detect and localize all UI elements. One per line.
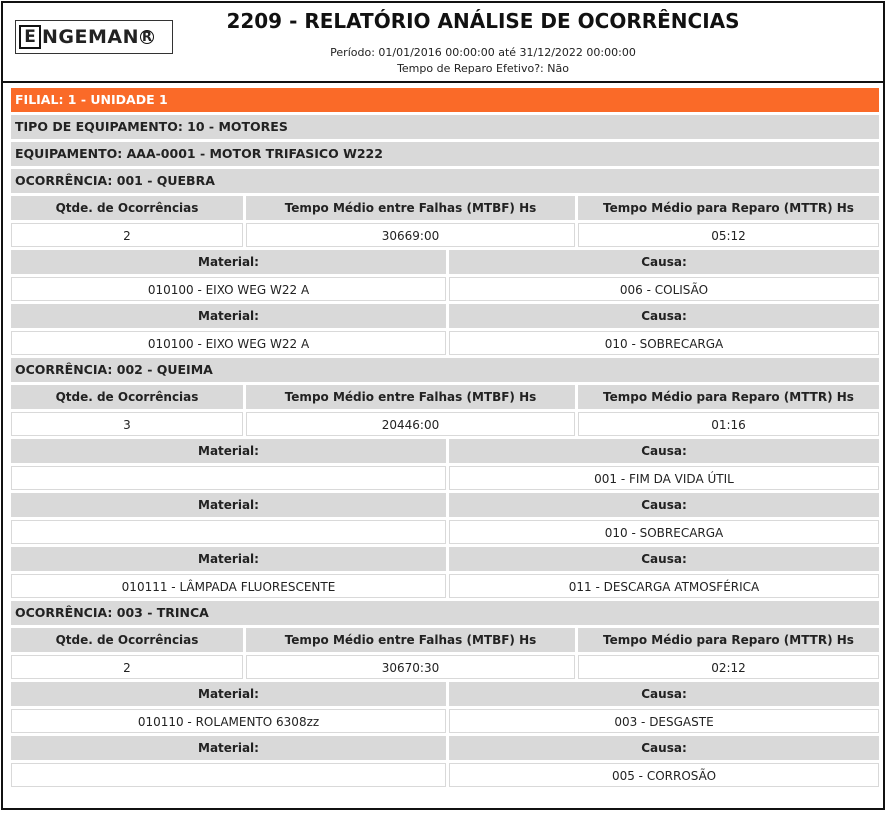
- material-cause-value-row: [11, 331, 879, 355]
- material-value: [11, 763, 446, 787]
- cause-value: 010 - SOBRECARGA: [449, 520, 879, 544]
- material-header: Material:: [11, 439, 446, 463]
- cause-header: Causa:: [449, 547, 879, 571]
- material-cause-header-row: [11, 736, 879, 760]
- material-value: [11, 520, 446, 544]
- engeman-logo: [15, 20, 173, 54]
- report-frame: [1, 1, 885, 810]
- material-cause-header-row: [11, 493, 879, 517]
- qtde-header: Qtde. de Ocorrências: [11, 196, 243, 220]
- cause-value: 006 - COLISÃO: [449, 277, 879, 301]
- report-repair-time: Tempo de Reparo Efetivo?: Não: [397, 62, 569, 75]
- mtbf-header: Tempo Médio entre Falhas (MTBF) Hs: [246, 196, 575, 220]
- mtbf-value: 30669:00: [246, 223, 575, 247]
- material-cause-value-row: [11, 277, 879, 301]
- metrics-value-row: [11, 655, 879, 679]
- material-cause-value-row: [11, 709, 879, 733]
- qtde-value: 3: [11, 412, 243, 436]
- cause-value: 001 - FIM DA VIDA ÚTIL: [449, 466, 879, 490]
- material-value: 010100 - EIXO WEG W22 A: [11, 331, 446, 355]
- occurrences-list: [11, 169, 879, 787]
- mttr-header: Tempo Médio para Reparo (MTTR) Hs: [578, 196, 879, 220]
- occurrence-title: OCORRÊNCIA: 003 - TRINCA: [11, 601, 879, 625]
- mtbf-header: Tempo Médio entre Falhas (MTBF) Hs: [246, 628, 575, 652]
- cause-header: Causa:: [449, 439, 879, 463]
- qtde-header: Qtde. de Ocorrências: [11, 385, 243, 409]
- metrics-header-row: [11, 385, 879, 409]
- mtbf-value: 20446:00: [246, 412, 575, 436]
- cause-header: Causa:: [449, 736, 879, 760]
- qtde-value: 2: [11, 655, 243, 679]
- qtde-header: Qtde. de Ocorrências: [11, 628, 243, 652]
- material-value: [11, 466, 446, 490]
- material-cause-header-row: [11, 250, 879, 274]
- mttr-value: 05:12: [578, 223, 879, 247]
- report-period: Período: 01/01/2016 00:00:00 até 31/12/2022 00:00:00: [330, 46, 636, 59]
- equipment-type-band: TIPO DE EQUIPAMENTO: 10 - MOTORES: [11, 115, 879, 139]
- mtbf-header: Tempo Médio entre Falhas (MTBF) Hs: [246, 385, 575, 409]
- cause-header: Causa:: [449, 493, 879, 517]
- material-cause-header-row: [11, 547, 879, 571]
- cause-value: 005 - CORROSÃO: [449, 763, 879, 787]
- material-cause-value-row: [11, 466, 879, 490]
- mtbf-value: 30670:30: [246, 655, 575, 679]
- report-header: [3, 3, 883, 83]
- material-cause-value-row: [11, 520, 879, 544]
- cause-value: 010 - SOBRECARGA: [449, 331, 879, 355]
- material-header: Material:: [11, 304, 446, 328]
- material-cause-header-row: [11, 439, 879, 463]
- metrics-header-row: [11, 196, 879, 220]
- metrics-value-row: [11, 223, 879, 247]
- equipment-band: EQUIPAMENTO: AAA-0001 - MOTOR TRIFASICO W222: [11, 142, 879, 166]
- material-cause-value-row: [11, 763, 879, 787]
- logo-e-box: E: [19, 25, 41, 49]
- cause-value: 011 - DESCARGA ATMOSFÉRICA: [449, 574, 879, 598]
- qtde-value: 2: [11, 223, 243, 247]
- material-cause-header-row: [11, 682, 879, 706]
- mttr-header: Tempo Médio para Reparo (MTTR) Hs: [578, 628, 879, 652]
- cause-value: 003 - DESGASTE: [449, 709, 879, 733]
- logo-text: NGEMAN: [42, 26, 139, 48]
- occurrence-title: OCORRÊNCIA: 001 - QUEBRA: [11, 169, 879, 193]
- cause-header: Causa:: [449, 682, 879, 706]
- material-header: Material:: [11, 736, 446, 760]
- report-title: 2209 - RELATÓRIO ANÁLISE DE OCORRÊNCIAS: [226, 9, 740, 33]
- material-value: 010100 - EIXO WEG W22 A: [11, 277, 446, 301]
- cause-header: Causa:: [449, 250, 879, 274]
- report-body: [11, 88, 879, 790]
- material-header: Material:: [11, 250, 446, 274]
- material-header: Material:: [11, 682, 446, 706]
- cause-header: Causa:: [449, 304, 879, 328]
- occurrence-title: OCORRÊNCIA: 002 - QUEIMA: [11, 358, 879, 382]
- metrics-header-row: [11, 628, 879, 652]
- material-value: 010110 - ROLAMENTO 6308zz: [11, 709, 446, 733]
- mttr-header: Tempo Médio para Reparo (MTTR) Hs: [578, 385, 879, 409]
- material-cause-value-row: [11, 574, 879, 598]
- material-cause-header-row: [11, 304, 879, 328]
- mttr-value: 01:16: [578, 412, 879, 436]
- filial-band: FILIAL: 1 - UNIDADE 1: [11, 88, 879, 112]
- mttr-value: 02:12: [578, 655, 879, 679]
- material-header: Material:: [11, 493, 446, 517]
- registered-icon: R: [141, 29, 152, 45]
- metrics-value-row: [11, 412, 879, 436]
- material-header: Material:: [11, 547, 446, 571]
- material-value: 010111 - LÂMPADA FLUORESCENTE: [11, 574, 446, 598]
